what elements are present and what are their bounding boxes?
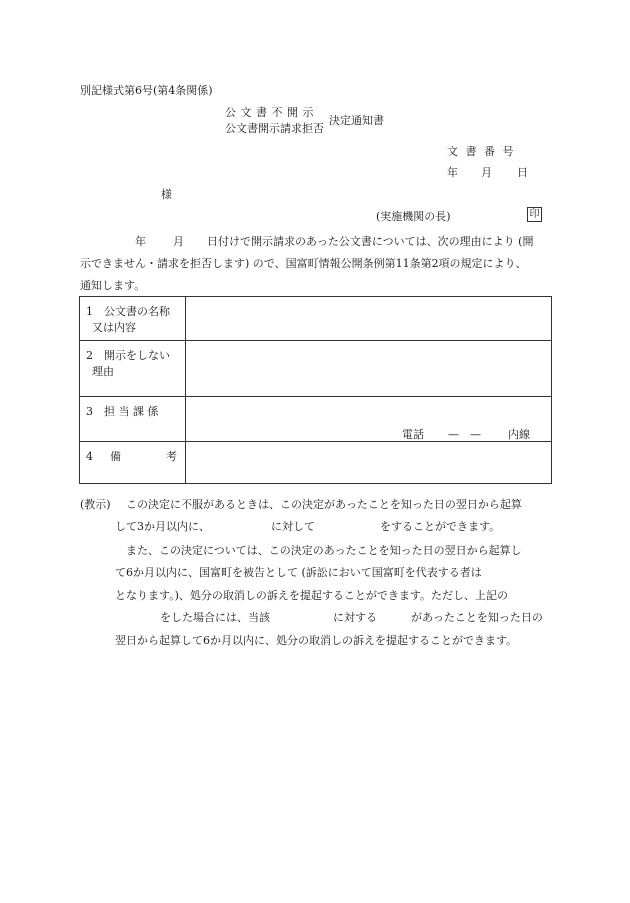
notice-line5: となります。)、処分の取消しの訴えを提起することができます。ただし、上記の <box>115 589 509 602</box>
table-row-document-name <box>80 297 552 341</box>
notice-line6c: があったことを知った日の <box>411 611 543 624</box>
notice-line6a: をした場合には、当該 <box>160 611 270 624</box>
agency-head-label: (実施機関の長) <box>376 210 451 223</box>
remarks-value[interactable] <box>186 442 552 484</box>
date-day: 日 <box>517 166 528 179</box>
phone-dashes: — — <box>448 428 481 441</box>
row1-label-cont: 又は内容 <box>92 321 136 334</box>
notice-line2b: に対して <box>271 520 315 533</box>
addressee-suffix: 様 <box>161 188 172 201</box>
reason-value[interactable] <box>186 341 552 397</box>
date-month: 月 <box>481 166 492 179</box>
phone-label: 電話 <box>402 428 424 441</box>
doc-number-label: 文 書 番 号 <box>447 145 516 158</box>
title-option-nondisclosure: 公 文 書 不 開 示 <box>225 106 314 119</box>
seal-mark: 印 <box>527 207 542 222</box>
notice-line7: 翌日から起算して6か月以内に、処分の取消しの訴えを提起することができます。 <box>115 634 518 647</box>
row4-label-num: 4 <box>86 450 93 463</box>
body-month: 月 <box>173 235 184 248</box>
body-line3: 通知します。 <box>80 279 146 292</box>
table-row-reason <box>80 341 552 397</box>
notice-line3: また、この決定については、この決定のあったことを知った日の翌日から起算し <box>126 544 522 557</box>
notice-line2c: をすることができます。 <box>380 520 501 533</box>
row1-label: 1 公文書の名称 <box>86 305 170 318</box>
notice-prefix: (教示) <box>80 498 111 511</box>
notice-line4: て6か月以内に、国富町を被告として (訴訟において国富町を代表する者は <box>115 566 482 579</box>
body-line1: 日付けで開示請求のあった公文書については、次の理由により (開 <box>207 235 534 248</box>
table-row-remarks <box>80 442 552 484</box>
notice-line6b: に対する <box>333 611 377 624</box>
row3-label: 3 担 当 課 係 <box>86 405 159 418</box>
form-number: 別記様式第6号(第4条関係) <box>80 84 213 97</box>
row2-label: 2 開示をしない <box>86 349 170 362</box>
department-value[interactable] <box>186 397 552 442</box>
row4-label-a: 備 <box>110 450 121 463</box>
info-table <box>79 296 552 484</box>
row4-label-b: 考 <box>166 450 177 463</box>
body-line2: 示できません・請求を拒否します) ので、国富町情報公開条例第11条第2項の規定により、 <box>80 257 527 270</box>
body-year: 年 <box>135 235 146 248</box>
document-name-value[interactable] <box>186 297 552 341</box>
date-year: 年 <box>447 166 458 179</box>
title-option-refusal: 公文書開示請求拒否 <box>225 122 324 135</box>
title-suffix: 決定通知書 <box>329 114 384 127</box>
extension-label: 内線 <box>508 428 530 441</box>
table-row-department <box>80 397 552 442</box>
notice-line2a: して3か月以内に、 <box>115 520 210 533</box>
notice-line1: この決定に不服があるときは、この決定があったことを知った日の翌日から起算 <box>126 498 522 511</box>
row2-label-cont: 理由 <box>92 365 114 378</box>
